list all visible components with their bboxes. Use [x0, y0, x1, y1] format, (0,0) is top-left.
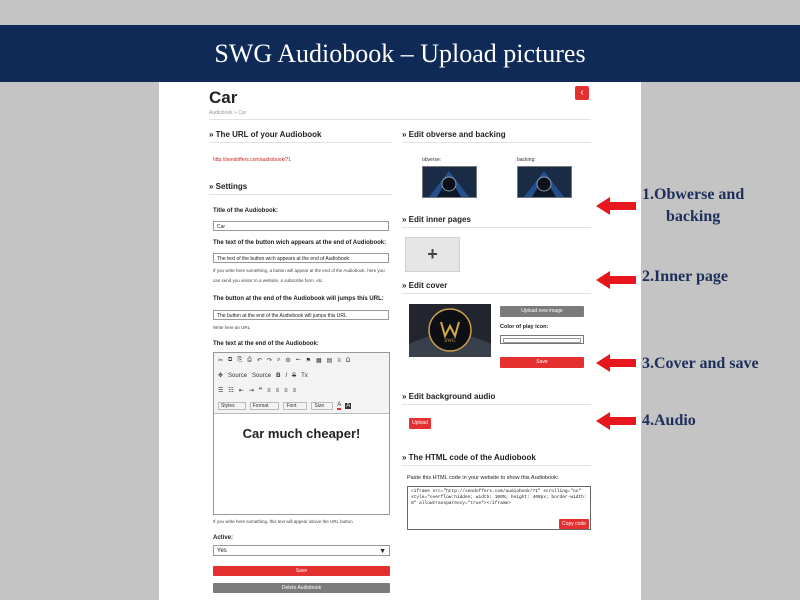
- save-button[interactable]: Save: [213, 566, 390, 576]
- play-icon-color-label: Color of play icon:: [500, 324, 549, 330]
- divider: [402, 465, 591, 466]
- backing-thumbnail: [518, 167, 571, 197]
- italic-button[interactable]: I: [285, 372, 288, 379]
- upload-audio-button[interactable]: Upload: [409, 418, 431, 429]
- cover-image[interactable]: [409, 304, 491, 357]
- font-dropdown[interactable]: Font: [283, 402, 307, 410]
- spellcheck-icon[interactable]: ⚙: [285, 358, 291, 364]
- align-left-icon[interactable]: ≡: [267, 387, 271, 394]
- link-icon[interactable]: ⭠: [295, 357, 301, 363]
- rich-text-editor[interactable]: [213, 352, 390, 515]
- button-url-hint: Write here an URL: [213, 325, 251, 330]
- page-title: Car: [209, 88, 238, 107]
- cover-section-title: » Edit cover: [402, 281, 448, 290]
- styles-dropdown[interactable]: Styles: [218, 402, 246, 410]
- horizontal-line-icon[interactable]: ≡: [337, 357, 341, 364]
- annotation-obverse-backing-line2: backing: [666, 208, 721, 225]
- annotation-arrow-4: [596, 412, 636, 430]
- divider: [209, 194, 392, 195]
- url-section-title: » The URL of your Audiobook: [209, 130, 322, 139]
- toolbar-row-4: [214, 398, 389, 413]
- paste-icon[interactable]: ⎘: [237, 357, 243, 363]
- indent-icon[interactable]: ⇥: [248, 388, 254, 394]
- cover-logo-text: SWG: [444, 339, 456, 344]
- end-text-hint: If you write here something, this text will appear above the URL button: [213, 519, 353, 524]
- annotation-inner-page: 2.Inner page: [642, 268, 728, 285]
- color-swatch: [503, 338, 581, 343]
- redo-icon[interactable]: ↷: [266, 358, 273, 364]
- copy-code-button[interactable]: Copy code: [559, 519, 589, 529]
- annotation-cover-save: 3.Cover and save: [642, 355, 759, 372]
- backing-label: backing:: [517, 157, 536, 163]
- delete-audiobook-button[interactable]: Delete Audiobook: [213, 583, 390, 593]
- divider: [209, 142, 392, 143]
- editor-content[interactable]: Car much cheaper!: [242, 426, 361, 441]
- special-char-icon[interactable]: Ω: [345, 357, 351, 364]
- find-icon[interactable]: ⌕: [277, 357, 281, 363]
- source-button[interactable]: Source: [228, 372, 248, 379]
- cover-save-button[interactable]: Save: [500, 357, 584, 368]
- undo-icon[interactable]: ↶: [256, 358, 262, 364]
- numbered-list-icon[interactable]: ☰: [218, 388, 224, 394]
- text-color-button[interactable]: A: [337, 401, 342, 408]
- outdent-icon[interactable]: ⇤: [238, 388, 244, 394]
- align-center-icon[interactable]: ≡: [275, 387, 280, 394]
- annotation-arrow-1: [596, 197, 636, 215]
- annotation-arrow-2: [596, 271, 636, 289]
- cut-icon[interactable]: ✂: [218, 358, 224, 364]
- active-select-value: Yes: [217, 548, 227, 554]
- button-url-label: The button at the end of the Audiobook will jumps this URL:: [213, 296, 384, 302]
- toolbar-row-2: [214, 368, 389, 383]
- obverse-label: obverse:: [422, 157, 442, 163]
- end-text-label: The text at the end of the Audiobook:: [213, 341, 319, 347]
- obverse-image[interactable]: [422, 166, 477, 198]
- anchor-icon[interactable]: ⚑: [305, 358, 311, 364]
- align-justify-icon[interactable]: ≡: [292, 387, 297, 394]
- format-dropdown[interactable]: Format: [250, 402, 280, 410]
- remove-format-button[interactable]: Tx: [301, 372, 308, 379]
- button-text-hint: If you write here something, a button will appear at the end of the Audiobook, here you: [213, 268, 385, 273]
- source-button[interactable]: Source: [252, 372, 272, 379]
- breadcrumb[interactable]: Audiobook » Car: [209, 110, 247, 116]
- button-text-input[interactable]: The text of the button wich appears at the end of Audiobook: [213, 253, 389, 263]
- audiobook-editor-page: [159, 82, 641, 600]
- paste-text-icon[interactable]: ⎙: [247, 357, 252, 363]
- blockquote-icon[interactable]: ❞: [258, 388, 263, 394]
- image-icon[interactable]: ▦: [315, 358, 322, 364]
- strike-button[interactable]: S: [292, 372, 297, 379]
- divider: [402, 227, 591, 228]
- size-dropdown[interactable]: Size: [311, 402, 333, 410]
- banner-title: SWG Audiobook – Upload pictures: [0, 25, 800, 82]
- divider: [402, 404, 591, 405]
- editor-toolbar: [214, 353, 389, 414]
- html-code-textarea[interactable]: <iframe src="http://sendoffers.com/audiobook/71" scrolling="no" style="overflow:hidden; width: 100%; height: 400px; border-width: 0" allowtransparency="true"></iframe>: [407, 486, 591, 530]
- divider: [209, 119, 591, 120]
- add-inner-page-button[interactable]: +: [405, 237, 460, 272]
- bg-color-button[interactable]: A: [346, 402, 351, 409]
- copy-icon[interactable]: ⧉: [228, 357, 233, 363]
- toolbar-row-1: [214, 353, 389, 368]
- button-text-label: The text of the button wich appears at the end of Audiobook:: [213, 240, 387, 246]
- active-select[interactable]: [213, 545, 390, 556]
- title-field-label: Title of the Audiobook:: [213, 208, 278, 214]
- audiobook-url-link[interactable]: http://sendoffers.com/audiobook/71: [213, 157, 292, 163]
- toolbar-row-3: [214, 383, 389, 398]
- bullet-list-icon[interactable]: ☷: [228, 388, 234, 394]
- align-right-icon[interactable]: ≡: [284, 387, 288, 394]
- back-button[interactable]: ‹: [575, 86, 589, 100]
- upload-new-image-button[interactable]: Upload new image: [500, 306, 584, 317]
- button-url-input[interactable]: The button at the end of the Audiobook will jumps this URL: [213, 310, 389, 320]
- settings-section-title: » Settings: [209, 182, 248, 191]
- obverse-section-title: » Edit obverse and backing: [402, 130, 506, 139]
- divider: [402, 142, 591, 143]
- play-icon-color-input[interactable]: [500, 335, 584, 344]
- backing-image[interactable]: [517, 166, 572, 198]
- html-code-section-title: » The HTML code of the Audiobook: [402, 453, 536, 462]
- divider: [402, 293, 591, 294]
- audio-section-title: » Edit background audio: [402, 392, 496, 401]
- active-label: Active:: [213, 535, 234, 541]
- table-icon[interactable]: ▤: [326, 358, 333, 364]
- annotation-arrow-3: [596, 354, 636, 372]
- maximize-icon[interactable]: ✥: [218, 373, 224, 379]
- button-text-hint: can send you visitor to a website, a subscribe form, etc.: [213, 278, 324, 283]
- cover-background: [409, 304, 491, 357]
- inner-pages-section-title: » Edit inner pages: [402, 215, 471, 224]
- annotation-obverse-backing: 1.Obwerse and: [642, 186, 745, 203]
- annotation-audio: 4.Audio: [642, 412, 696, 429]
- chevron-down-icon: ▼: [379, 548, 386, 555]
- bold-button[interactable]: B: [276, 372, 281, 379]
- html-code-hint: Paste this HTML code in your website to show this Audiobook:: [407, 475, 559, 481]
- title-input[interactable]: Car: [213, 221, 389, 231]
- obverse-thumbnail: [423, 167, 476, 197]
